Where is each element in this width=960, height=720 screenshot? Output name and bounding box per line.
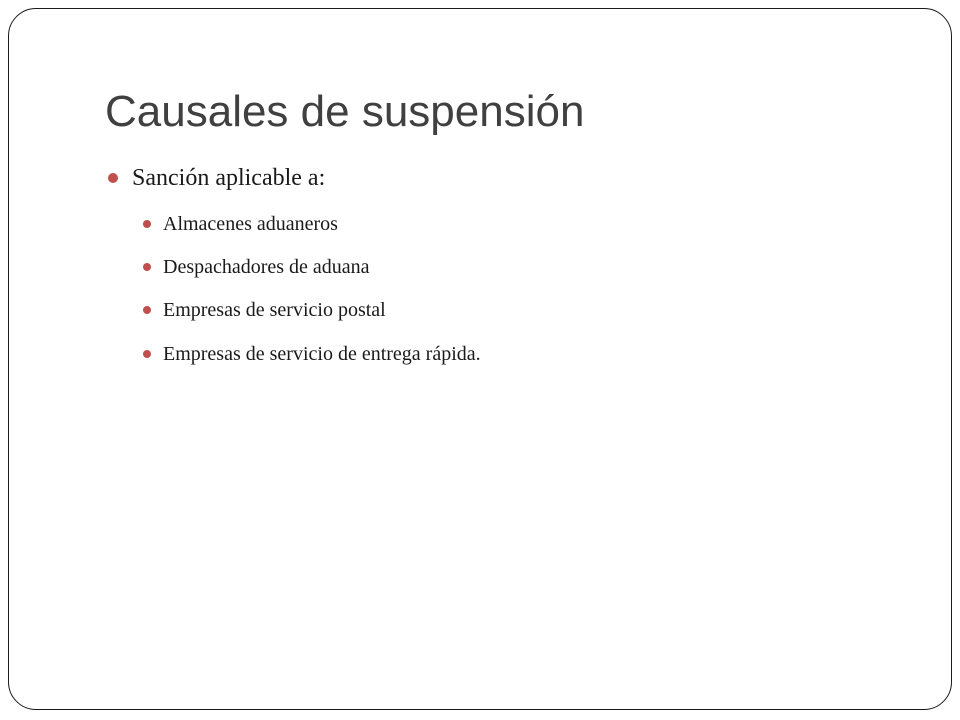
sub-bullet-text: Empresas de servicio de entrega rápida. [163, 342, 481, 365]
sub-bullet-text: Almacenes aduaneros [163, 212, 338, 235]
sub-bullet-text: Despachadores de aduana [163, 255, 370, 278]
sub-bullet-text: Empresas de servicio postal [163, 298, 386, 321]
slide-title: Causales de suspensión [105, 87, 585, 136]
bullet-text: Sanción aplicable a: [132, 164, 326, 191]
